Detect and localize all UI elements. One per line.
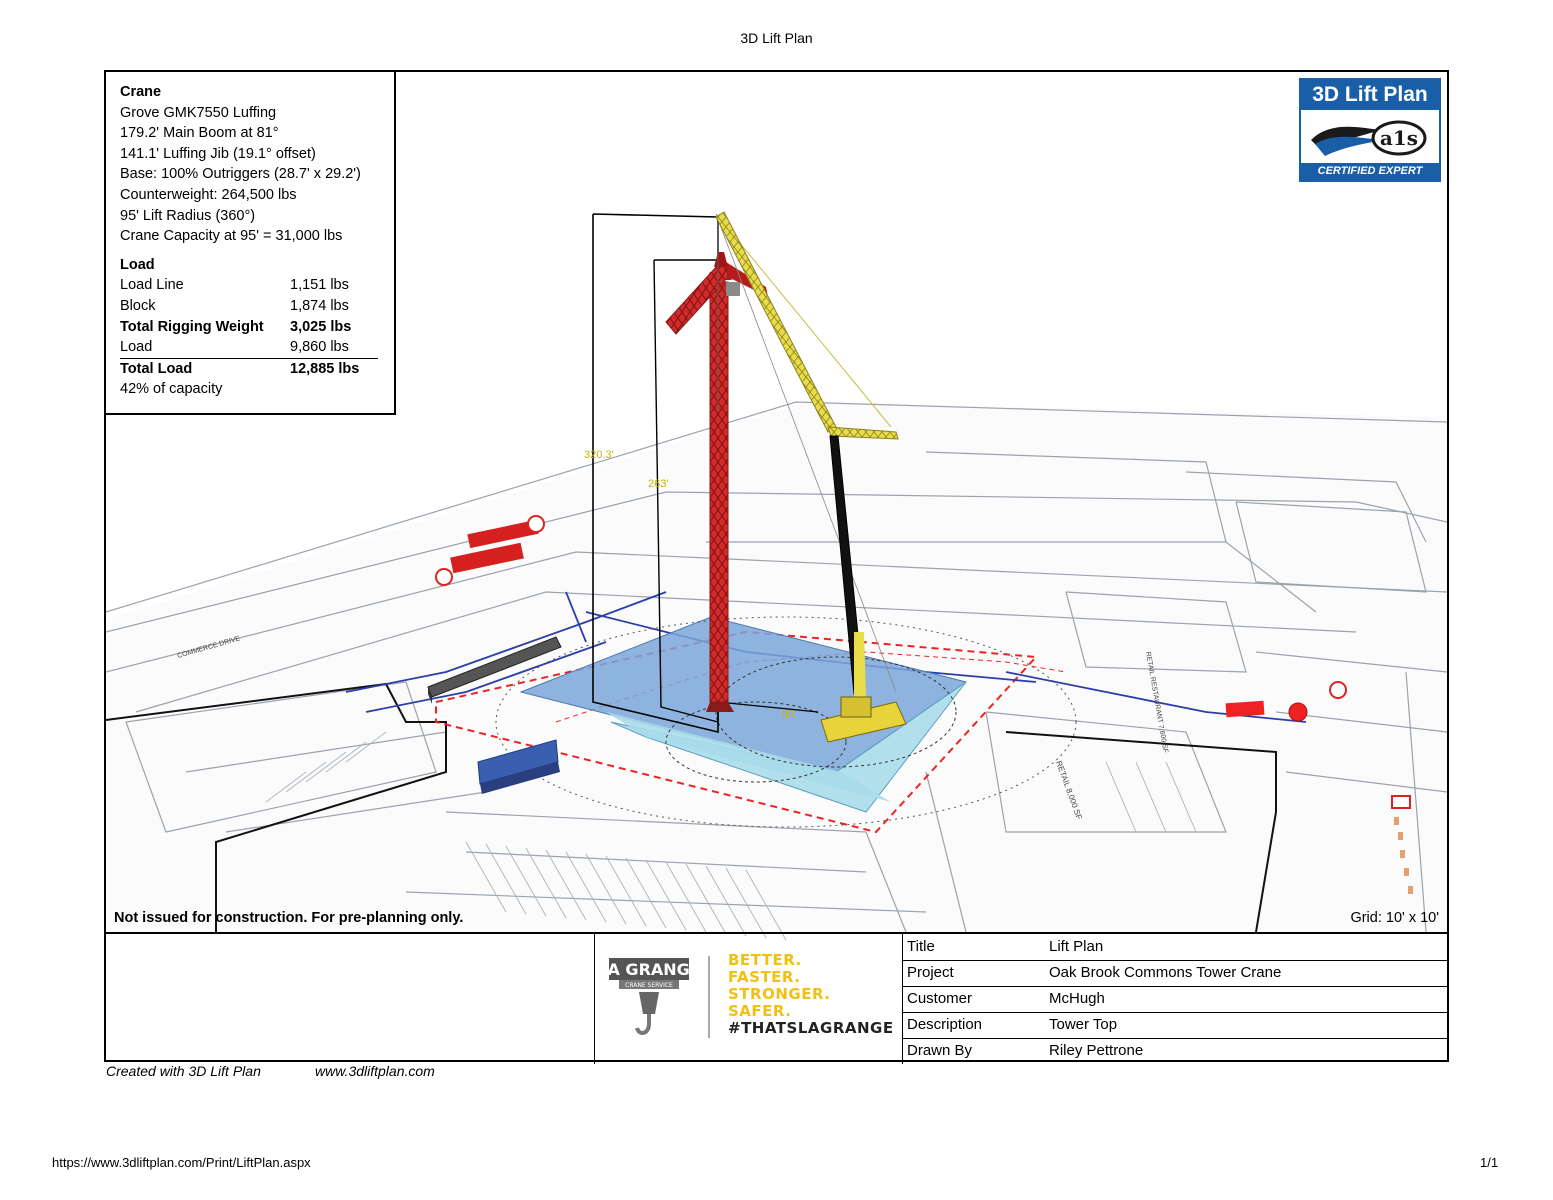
certified-expert-badge: [1299, 78, 1441, 182]
height-label-inner: 263': [648, 478, 669, 490]
drawn-by-row: Drawn By Riley Pettrone: [907, 1042, 1144, 1059]
load-row: Total Rigging Weight 3,025 lbs: [120, 318, 352, 335]
capacity-percent: 42% of capacity: [120, 381, 223, 398]
title-block-notes: [106, 934, 595, 1064]
created-with-note: Created with 3D Lift Plan: [106, 1063, 261, 1079]
street-label: COMMERCE DRIVE: [176, 635, 241, 660]
building-label-restaurant: RETAIL RESTAURANT 7,600 SF: [1144, 651, 1169, 754]
load-row: Block 1,874 lbs: [120, 297, 349, 314]
grid-scale-note: Grid: 10' x 10': [1350, 910, 1439, 926]
building-label-retail: RETAIL 8,000 SF: [1054, 759, 1084, 821]
crane-luffing-jib: 141.1' Luffing Jib (19.1° offset): [120, 145, 316, 162]
load-heading: Load: [120, 256, 155, 273]
print-header: 3D Lift Plan: [740, 30, 813, 46]
load-total-row: Total Load 12,885 lbs: [120, 360, 360, 377]
crane-counterweight: Counterweight: 264,500 lbs: [120, 186, 297, 203]
crane-main-boom: 179.2' Main Boom at 81°: [120, 125, 279, 142]
print-footer-page: 1/1: [1480, 1155, 1499, 1170]
company-logo-panel: [595, 934, 903, 1064]
la-grange-logo: [597, 958, 701, 1042]
svg-text:a1s: a1s: [1379, 126, 1419, 150]
title-block-table: [903, 934, 1447, 1064]
load-row: Load 9,860 lbs: [120, 337, 378, 359]
crane-model: Grove GMK7550 Luffing: [120, 104, 277, 121]
no-parking-sign-icon: [528, 516, 544, 532]
title-block: [106, 932, 1447, 1064]
radius-label: 95': [782, 709, 797, 721]
badge-subtitle: CERTIFIED EXPERT: [1301, 163, 1439, 180]
svg-text:LA GRANGE: LA GRANGE: [597, 960, 701, 979]
stop-sign-icon: [1289, 703, 1307, 721]
customer-row: Customer McHugh: [903, 986, 1447, 1013]
title-row: Title Lift Plan: [903, 934, 1447, 961]
no-parking-sign-icon: [1330, 682, 1346, 698]
lift-plan-sheet: [104, 70, 1449, 1062]
crane-lift-radius: 95' Lift Radius (360°): [120, 207, 256, 224]
disclaimer: Not issued for construction. For pre-planning only.: [114, 910, 464, 926]
crane-load-info-panel: [106, 72, 396, 415]
project-row: Project Oak Brook Commons Tower Crane: [903, 960, 1447, 987]
badge-title: 3D Lift Plan: [1301, 80, 1439, 110]
print-footer-url: https://www.3dliftplan.com/Print/LiftPlan.aspx: [52, 1155, 311, 1170]
crane-base: Base: 100% Outriggers (28.7' x 29.2'): [120, 166, 361, 183]
crane-heading: Crane: [120, 84, 162, 100]
created-with-link[interactable]: www.3dliftplan.com: [315, 1063, 435, 1079]
hashtag: #THATSLAGRANGE: [728, 1019, 894, 1037]
crane-capacity: Crane Capacity at 95' = 31,000 lbs: [120, 228, 343, 245]
load-row: Load Line 1,151 lbs: [120, 277, 349, 294]
company-slogan: BETTER. FASTER. STRONGER. SAFER. #THATSLAGRANGE: [728, 951, 894, 1037]
height-label-outer: 320.3': [584, 449, 614, 461]
description-row: Description Tower Top: [903, 1012, 1447, 1039]
flame-logo-icon: [1301, 110, 1439, 163]
no-parking-sign-icon: [436, 569, 452, 585]
crane-hook-icon: [637, 1014, 649, 1033]
svg-text:CRANE SERVICE: CRANE SERVICE: [625, 982, 673, 989]
